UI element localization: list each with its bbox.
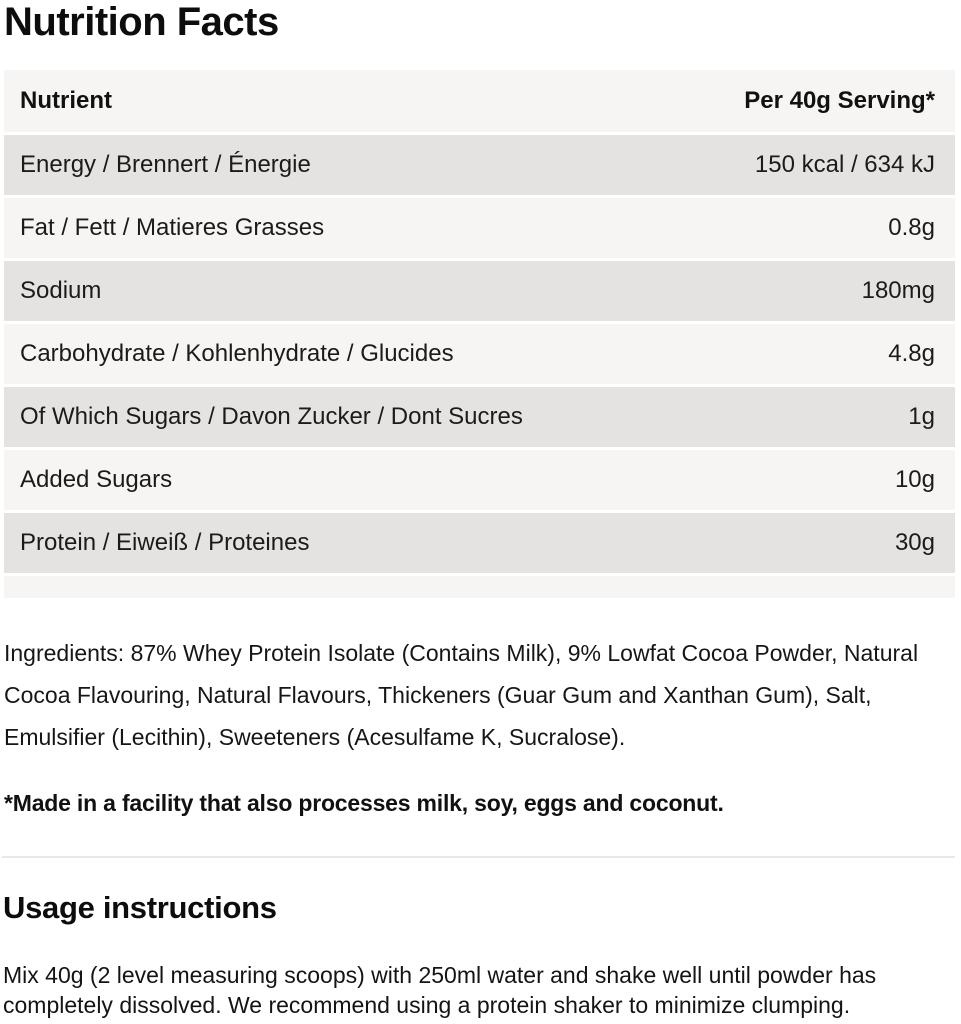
nutrient-label: Fat / Fett / Matieres Grasses [20, 214, 325, 241]
nutrient-value: 150 kcal / 634 kJ [754, 151, 935, 178]
nutrient-value: 30g [894, 529, 935, 556]
nutrient-label: Of Which Sugars / Davon Zucker / Dont Sucres [20, 403, 523, 430]
nutrient-label: Protein / Eiweiß / Proteines [20, 529, 310, 556]
column-header-nutrient: Nutrient [20, 87, 112, 114]
table-row-added-sugars [4, 450, 955, 510]
table-row-carbohydrate [4, 324, 955, 384]
nutrient-value: 10g [894, 466, 935, 493]
nutrient-label: Added Sugars [20, 466, 173, 493]
table-header-row [4, 70, 955, 132]
allergen-note: *Made in a facility that also processes milk, soy, eggs and coconut. [4, 790, 724, 816]
nutrient-value: 180mg [861, 277, 935, 304]
page-title: Nutrition Facts [4, 0, 279, 44]
usage-heading: Usage instructions [3, 890, 277, 925]
table-row-energy [4, 135, 955, 195]
ingredients-text: Ingredients: 87% Whey Protein Isolate (Contains Milk), 9% Lowfat Cocoa Powder, Natural Cocoa Flavouring, Natural Flavours, Thickeners (Guar Gum and Xanthan Gum), Salt, Emulsifier (Lecithin), Sweeteners (Acesulfame K, Sucralose). [4, 640, 919, 750]
table-row-sodium [4, 261, 955, 321]
nutrient-label: Sodium [20, 277, 102, 304]
nutrient-value: 1g [908, 403, 935, 430]
nutrient-label: Carbohydrate / Kohlenhydrate / Glucides [20, 340, 454, 367]
nutrient-value: 4.8g [888, 340, 935, 367]
nutrition-table [4, 70, 955, 598]
column-header-serving: Per 40g Serving* [744, 87, 935, 114]
table-row-protein [4, 513, 955, 573]
nutrient-label: Energy / Brennert / Énergie [20, 151, 311, 178]
section-divider [2, 856, 955, 858]
nutrient-value: 0.8g [888, 214, 935, 241]
table-footer-strip [4, 576, 955, 598]
table-body [4, 135, 955, 573]
table-row-of-which-sugars [4, 387, 955, 447]
usage-body-text: Mix 40g (2 level measuring scoops) with 250ml water and shake well until powder has completely dissolved. We recommend using a protein shaker to minimize clumping. [3, 962, 877, 1018]
table-row-fat [4, 198, 955, 258]
